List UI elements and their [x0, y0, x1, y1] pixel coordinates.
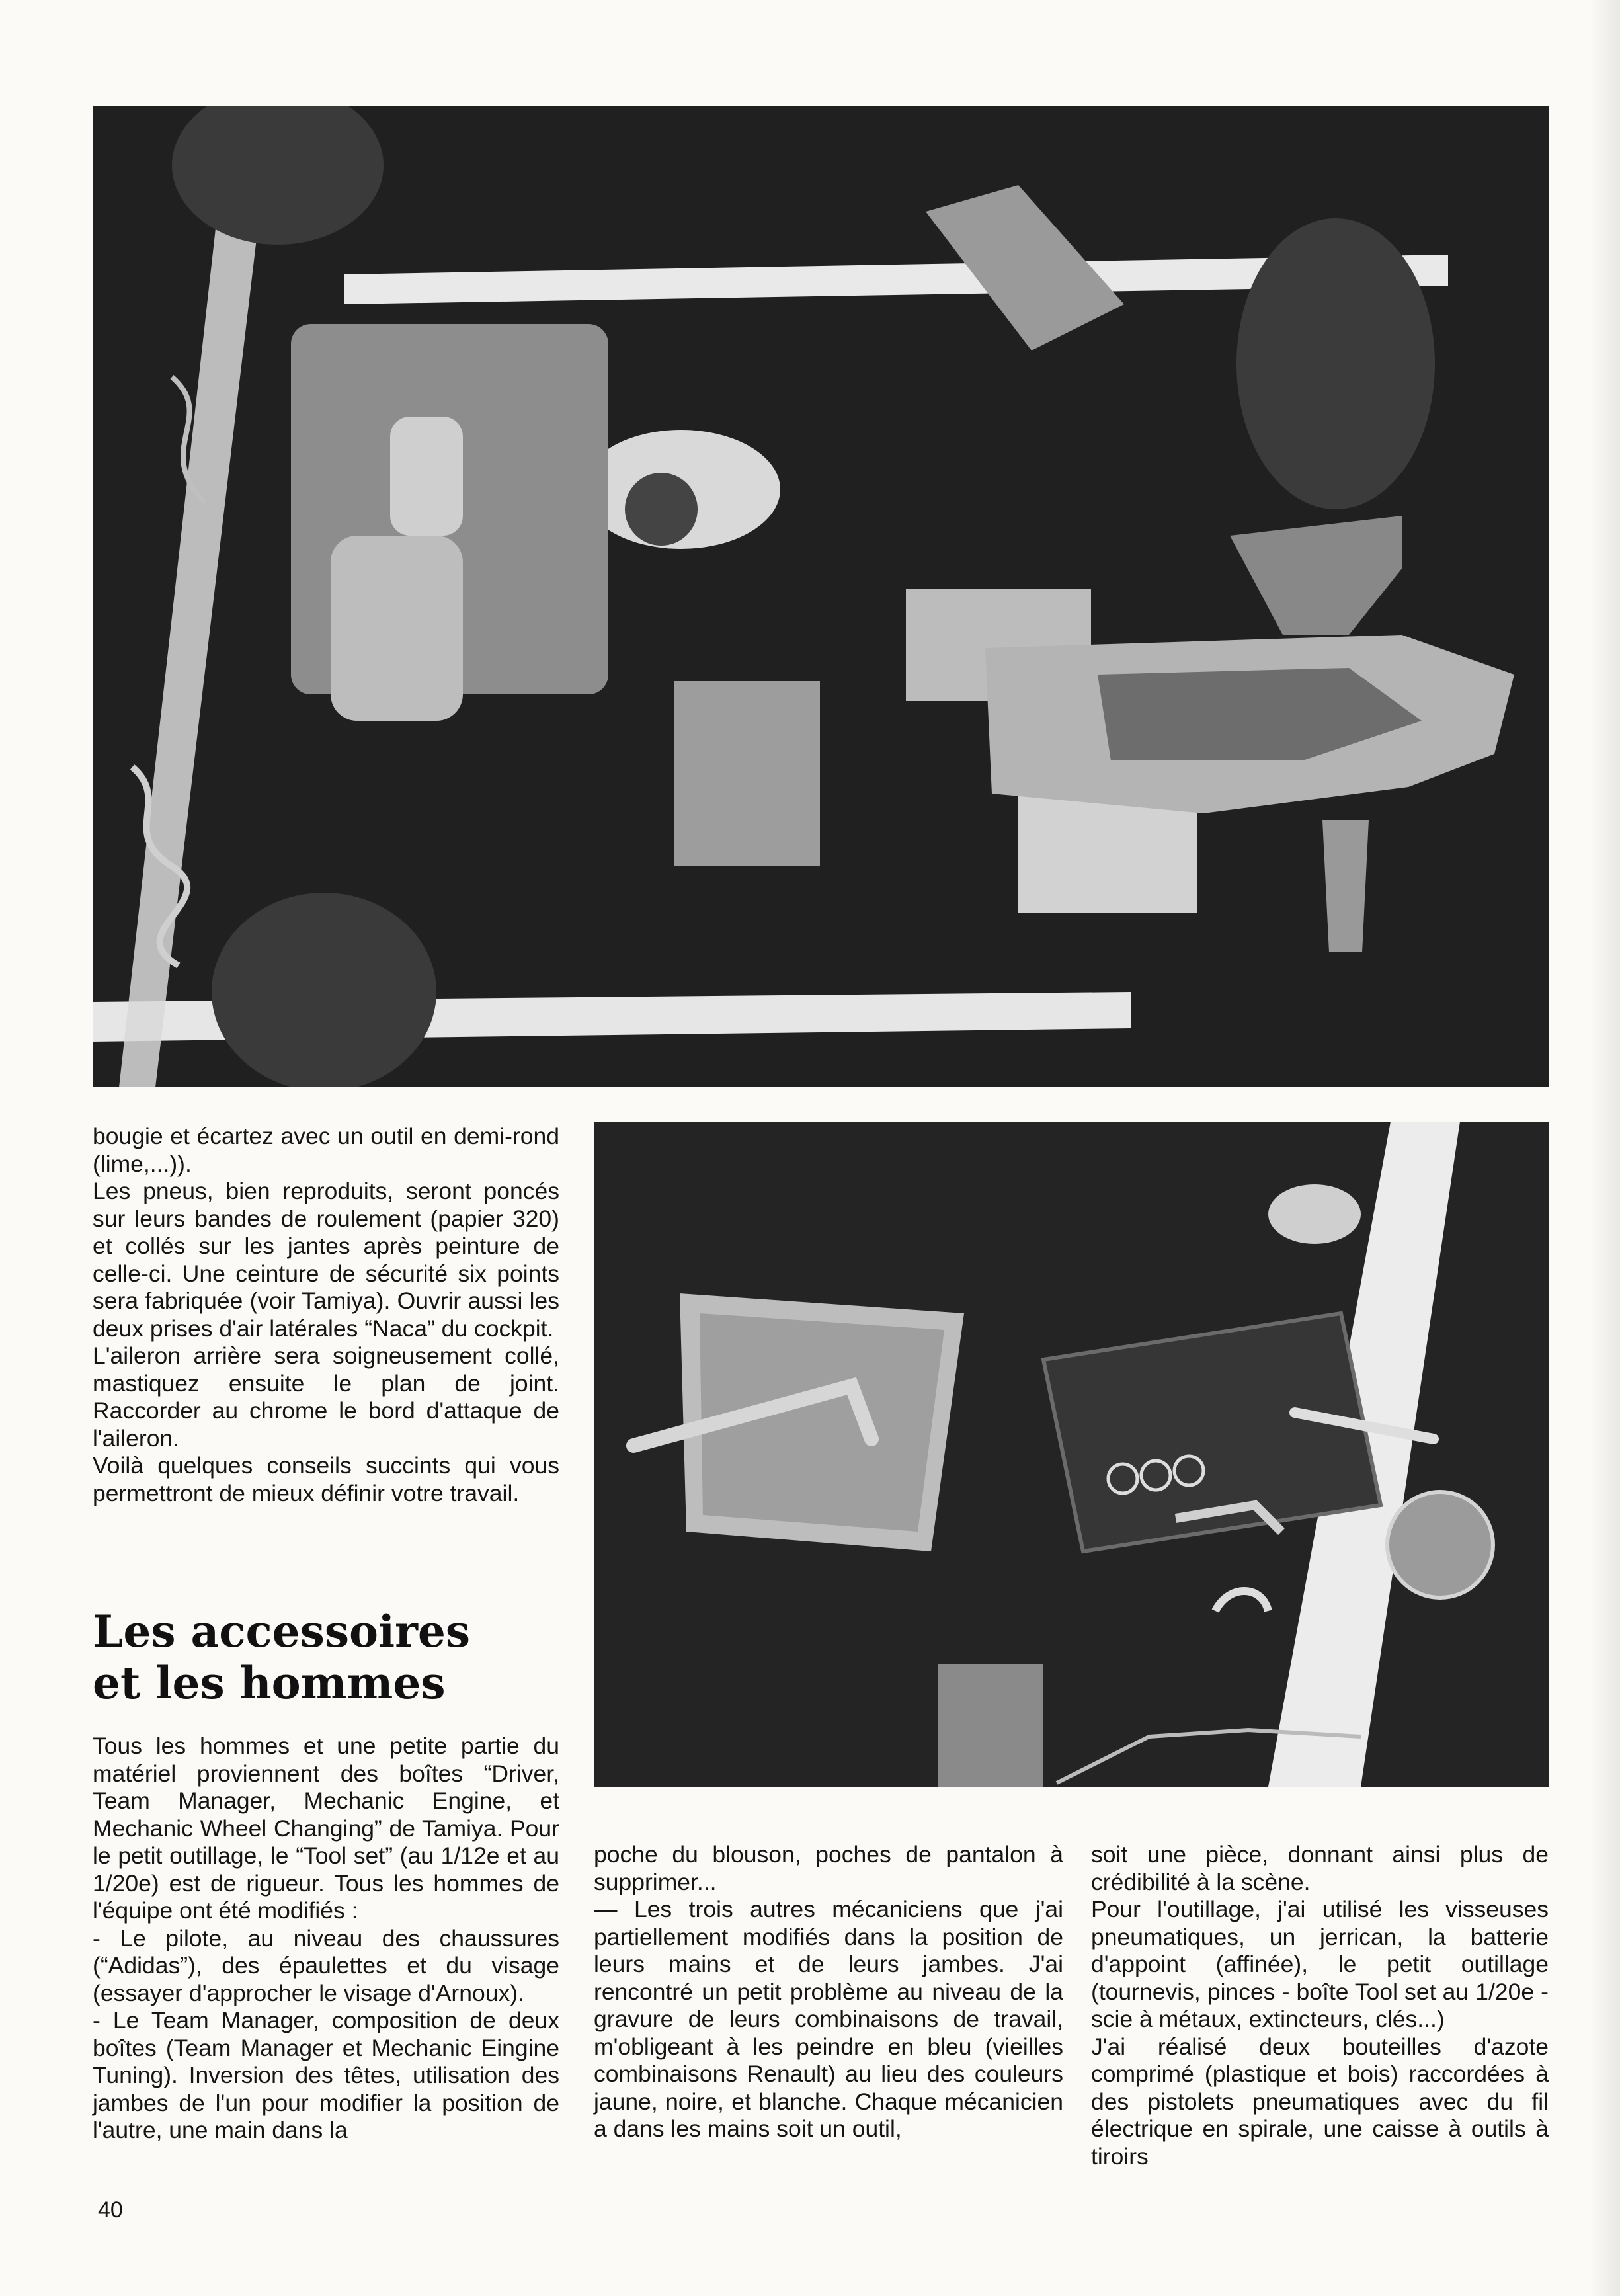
paragraph: poche du blouson, poches de pantalon à supprimer...	[594, 1841, 1063, 1895]
section-heading-line-1: Les accessoires	[93, 1606, 470, 1657]
photo-tools-closeup	[594, 1122, 1549, 1787]
paragraph: Les pneus, bien reproduits, seront poncés sur leurs bandes de roulement (papier 320) et collés sur les jantes après peinture de celle-ci. Une ceinture de sécurité six points sera fabriquée (voir Tamiya). Ouvrir aussi les deux prises d'air latérales “Naca” du cockpit.	[93, 1178, 559, 1342]
page-number: 40	[98, 2197, 123, 2223]
text-column-left-bottom	[93, 1733, 559, 2145]
paragraph: — Les trois autres mécaniciens que j'ai partiellement modifiés dans la position de leurs mains et de leurs jambes. J'ai rencontré un petit problème au niveau de la gravure de leurs combinaisons de travail, m'obligeant à les peindre en bleu (vieilles combinaisons Renault) au lieu des couleurs jaune, noire, et blanche. Chaque mécanicien a dans les mains soit un outil,	[594, 1896, 1063, 2142]
paragraph: Tous les hommes et une petite partie du matériel proviennent des boîtes “Driver, Team Manager, Mechanic Engine, et Mechanic Wheel Changing” de Tamiya. Pour le petit outillage, le “Tool set” (au 1/12e et au 1/20e) est de rigueur. Tous les hommes de l'équipe ont été modifiés :	[93, 1733, 559, 1924]
text-column-left-top	[93, 1123, 559, 1507]
page-edge-shadow	[1590, 0, 1620, 2296]
paragraph: Voilà quelques conseils succints qui vous permettront de mieux définir votre travail.	[93, 1452, 559, 1506]
paragraph: Pour l'outillage, j'ai utilisé les visseuses pneumatiques, un jerrican, la batterie d'appoint (affinée), le petit outillage (tournevis, pinces - boîte Tool set au 1/20e - scie à métaux, extincteurs, clés...)	[1091, 1896, 1549, 2032]
paragraph: soit une pièce, donnant ainsi plus de crédibilité à la scène.	[1091, 1841, 1549, 1895]
photo-pit-crew-overhead	[93, 106, 1549, 1087]
photo-pit-crew-overhead-drawing	[93, 106, 1549, 1087]
text-column-right	[1091, 1841, 1549, 2170]
text-column-middle	[594, 1841, 1063, 2143]
paragraph: - Le pilote, au niveau des chaussures (“Adidas”), des épaulettes et du visage (essayer d'approcher le visage d'Arnoux).	[93, 1924, 559, 2006]
paragraph: J'ai réalisé deux bouteilles d'azote comprimé (plastique et bois) raccordées à des pistolets pneumatiques avec du fil électrique en spirale, une caisse à outils à tiroirs	[1091, 2033, 1549, 2170]
photo-tools-closeup-drawing	[594, 1122, 1549, 1787]
paragraph: bougie et écartez avec un outil en demi-rond (lime,...)).	[93, 1123, 559, 1177]
section-heading-line-2: et les hommes	[93, 1657, 446, 1709]
section-heading	[93, 1606, 559, 1709]
paragraph: - Le Team Manager, composition de deux boîtes (Team Manager et Mechanic Eingine Tuning). Inversion des têtes, utilisation des jambes de l'un pour modifier la position de l'autre, une main dans la	[93, 2007, 559, 2143]
paragraph: L'aileron arrière sera soigneusement collé, mastiquez ensuite le plan de joint. Raccorder au chrome le bord d'attaque de l'aileron.	[93, 1342, 559, 1452]
